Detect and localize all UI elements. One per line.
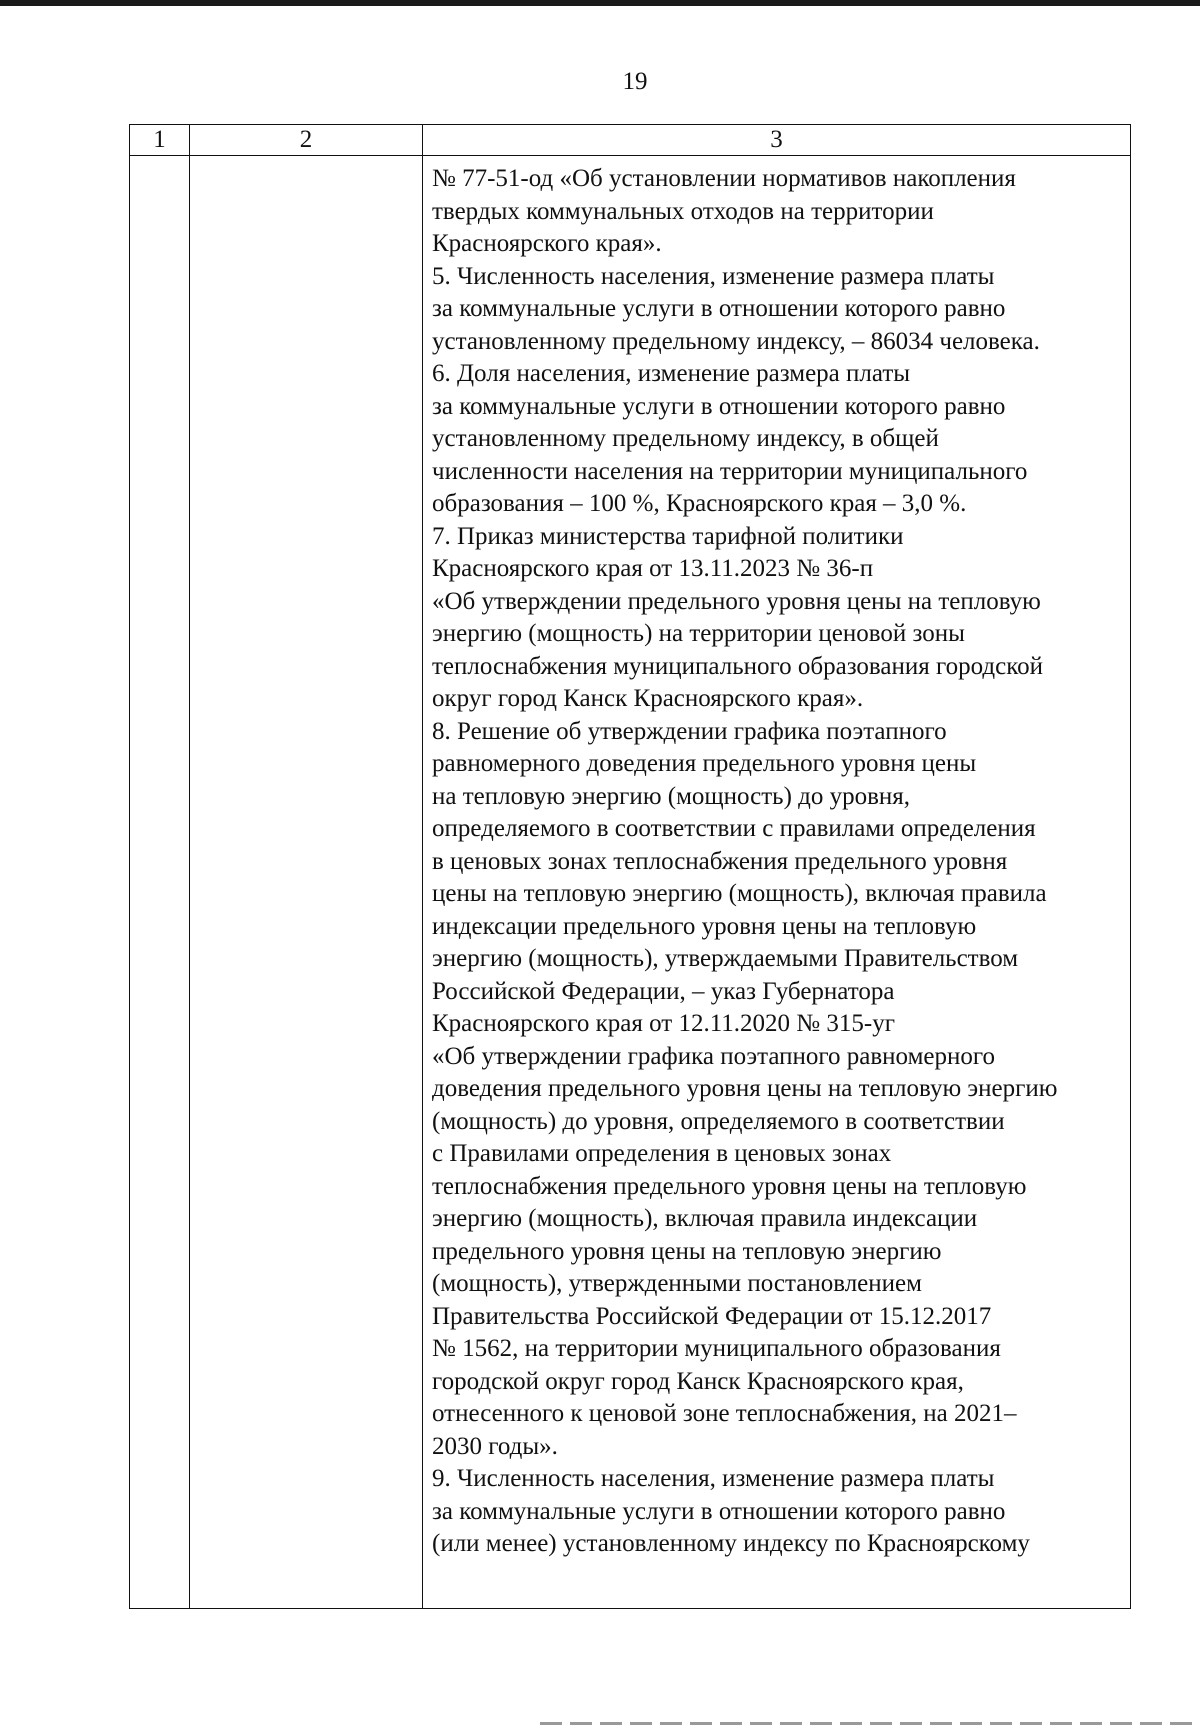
text-line: определяемого в соответствии с правилами определения [432, 815, 1036, 842]
text-line: установленному предельному индексу, – 86034 человека. [432, 327, 1040, 355]
table-header-row [130, 125, 1131, 156]
text-line: равномерного доведения предельного уровня цены [432, 750, 977, 777]
text-line: (мощность) до уровня, определяемого в соответствии [432, 1107, 1005, 1135]
scan-edge-top [0, 0, 1200, 6]
text-line: № 1562, на территории муниципального образования [432, 1335, 1001, 1362]
text-line: на тепловую энергию (мощность) до уровня, [432, 782, 911, 810]
cell-col-2 [190, 156, 423, 1609]
text-line: округ город Канск Красноярского края». [432, 685, 864, 712]
table-row [130, 156, 1131, 1609]
text-line: с Правилами определения в ценовых зонах [432, 1140, 892, 1167]
text-line: за коммунальные услуги в отношении которого равно [432, 392, 1006, 420]
text-line: за коммунальные услуги в отношении которого равно [432, 295, 1006, 322]
document-table [129, 124, 1131, 1609]
text-line: образования – 100 %, Красноярского края – 3,0 %. [432, 490, 967, 517]
text-line: теплоснабжения муниципального образования городской [432, 652, 1043, 680]
text-line: энергию (мощность), включая правила индексации [432, 1205, 978, 1232]
text-line: за коммунальные услуги в отношении которого равно [432, 1497, 1006, 1525]
text-line: твердых коммунальных отходов на территории [432, 197, 934, 225]
text-line: 7. Приказ министерства тарифной политики [432, 522, 904, 550]
text-line: Красноярского края». [432, 230, 662, 257]
text-line: Красноярского края от 13.11.2023 № 36-п [432, 555, 874, 582]
cell-col-3-text [423, 156, 1130, 1561]
text-line: Красноярского края от 12.11.2020 № 315-уг [432, 1010, 895, 1037]
text-line: Российской Федерации, – указ Губернатора [432, 977, 895, 1005]
text-line: № 77-51-од «Об установлении нормативов накопления [432, 165, 1016, 192]
text-line: Правительства Российской Федерации от 15.12.2017 [432, 1302, 992, 1330]
cell-col-3 [423, 156, 1131, 1609]
text-line: 5. Численность населения, изменение размера платы [432, 262, 995, 290]
text-line: 6. Доля населения, изменение размера платы [432, 360, 911, 387]
text-line: энергию (мощность), утверждаемыми Правительством [432, 945, 1019, 972]
page-number: 19 [622, 68, 648, 95]
text-line: индексации предельного уровня цены на тепловую [432, 912, 977, 940]
header-col-1: 1 [130, 125, 190, 156]
text-line: «Об утверждении предельного уровня цены на тепловую [432, 587, 1041, 615]
header-col-2: 2 [190, 125, 423, 156]
text-line: (или менее) установленному индексу по Красноярскому [432, 1530, 1030, 1557]
text-line: энергию (мощность) на территории ценовой зоны [432, 620, 965, 647]
header-col-3: 3 [423, 125, 1131, 156]
text-line: установленному предельному индексу, в общей [432, 425, 939, 452]
text-line: (мощность), утвержденными постановлением [432, 1270, 922, 1297]
text-line: 9. Численность населения, изменение размера платы [432, 1465, 995, 1492]
text-line: цены на тепловую энергию (мощность), включая правила [432, 880, 1047, 907]
cell-col-1 [130, 156, 190, 1609]
text-line: «Об утверждении графика поэтапного равномерного [432, 1042, 996, 1070]
text-line: в ценовых зонах теплоснабжения предельного уровня [432, 847, 1008, 875]
text-line: численности населения на территории муниципального [432, 457, 1028, 485]
text-line: 8. Решение об утверждении графика поэтапного [432, 717, 947, 745]
text-line: предельного уровня цены на тепловую энергию [432, 1237, 942, 1265]
text-line: 2030 годы». [432, 1432, 558, 1460]
text-line: теплоснабжения предельного уровня цены на тепловую [432, 1172, 1027, 1200]
scan-edge-bottom [540, 1722, 1200, 1725]
text-line: городской округ город Канск Красноярского края, [432, 1367, 964, 1395]
text-line: доведения предельного уровня цены на тепловую энергию [432, 1075, 1058, 1102]
text-line: отнесенного к ценовой зоне теплоснабжения, на 2021– [432, 1400, 1017, 1427]
